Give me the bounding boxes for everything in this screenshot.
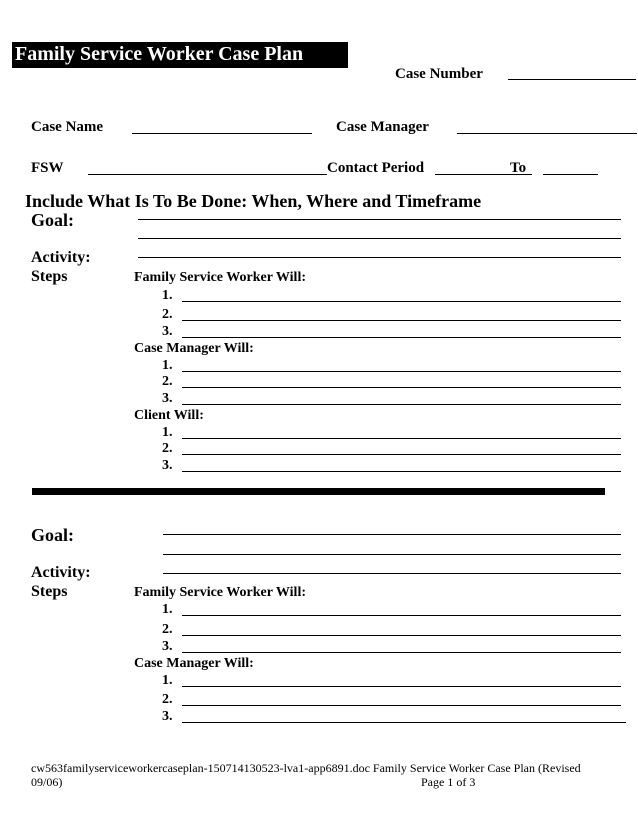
fsw-task-line[interactable] xyxy=(182,615,621,616)
case-manager-task-line[interactable] xyxy=(182,387,621,388)
client-task-line[interactable] xyxy=(182,438,621,439)
case-number-field[interactable] xyxy=(508,79,636,80)
case-manager-will-heading: Case Manager Will: xyxy=(134,656,254,671)
case-manager-label: Case Manager xyxy=(336,119,429,135)
activity-label: Activity: xyxy=(31,564,91,581)
item-number: 3. xyxy=(162,391,173,406)
contact-period-to-field[interactable] xyxy=(543,174,598,175)
goal-line[interactable] xyxy=(138,257,621,258)
item-number: 1. xyxy=(162,288,173,303)
item-number: 3. xyxy=(162,639,173,654)
footer-revision: 09/06) xyxy=(31,775,63,789)
case-manager-task-line[interactable] xyxy=(182,722,626,723)
case-manager-will-heading: Case Manager Will: xyxy=(134,341,254,356)
footer-page-number: Page 1 of 3 xyxy=(421,775,476,789)
goal-label: Goal: xyxy=(31,210,74,230)
case-manager-task-line[interactable] xyxy=(182,371,621,372)
goal-label: Goal: xyxy=(31,525,74,545)
fsw-will-heading: Family Service Worker Will: xyxy=(134,585,306,600)
fsw-task-line[interactable] xyxy=(182,337,621,338)
steps-label: Steps xyxy=(31,583,68,600)
goal-line[interactable] xyxy=(163,534,621,535)
fsw-will-heading: Family Service Worker Will: xyxy=(134,270,306,285)
client-will-heading: Client Will: xyxy=(134,408,204,423)
item-number: 1. xyxy=(162,358,173,373)
activity-label: Activity: xyxy=(31,249,91,266)
case-name-label: Case Name xyxy=(31,119,104,135)
goal-line[interactable] xyxy=(163,554,621,555)
fsw-task-line[interactable] xyxy=(182,652,621,653)
goal-line[interactable] xyxy=(138,219,621,220)
item-number: 2. xyxy=(162,622,173,637)
item-number: 2. xyxy=(162,441,173,456)
fsw-task-line[interactable] xyxy=(182,320,621,321)
fsw-task-line[interactable] xyxy=(182,635,621,636)
item-number: 1. xyxy=(162,602,173,617)
client-task-line[interactable] xyxy=(182,454,621,455)
item-number: 2. xyxy=(162,307,173,322)
case-name-field[interactable] xyxy=(132,133,312,134)
instruction-heading: Include What Is To Be Done: When, Where and Timeframe xyxy=(25,191,482,211)
case-manager-task-line[interactable] xyxy=(182,404,621,405)
goal-line[interactable] xyxy=(163,573,621,574)
item-number: 3. xyxy=(162,458,173,473)
goal-line[interactable] xyxy=(138,238,621,239)
case-manager-task-line[interactable] xyxy=(182,705,621,706)
fsw-task-line[interactable] xyxy=(182,301,621,302)
item-number: 1. xyxy=(162,425,173,440)
client-task-line[interactable] xyxy=(182,471,621,472)
case-manager-task-line[interactable] xyxy=(182,686,621,687)
fsw-label: FSW xyxy=(31,160,64,176)
fsw-field[interactable] xyxy=(88,174,327,175)
item-number: 2. xyxy=(162,692,173,707)
section-divider xyxy=(32,488,605,495)
item-number: 3. xyxy=(162,709,173,724)
steps-label: Steps xyxy=(31,268,68,285)
case-number-label: Case Number xyxy=(395,66,483,82)
contact-period-label: Contact Period xyxy=(327,160,425,176)
item-number: 1. xyxy=(162,673,173,688)
to-label: To xyxy=(510,160,527,176)
item-number: 2. xyxy=(162,374,173,389)
form-title: Family Service Worker Case Plan xyxy=(15,43,304,65)
case-manager-field[interactable] xyxy=(457,133,637,134)
item-number: 3. xyxy=(162,324,173,339)
footer-document-name: cw563familyserviceworkercaseplan-150714130523-lva1-app6891.doc Family Service Worker Case Plan (Revised xyxy=(31,761,581,775)
